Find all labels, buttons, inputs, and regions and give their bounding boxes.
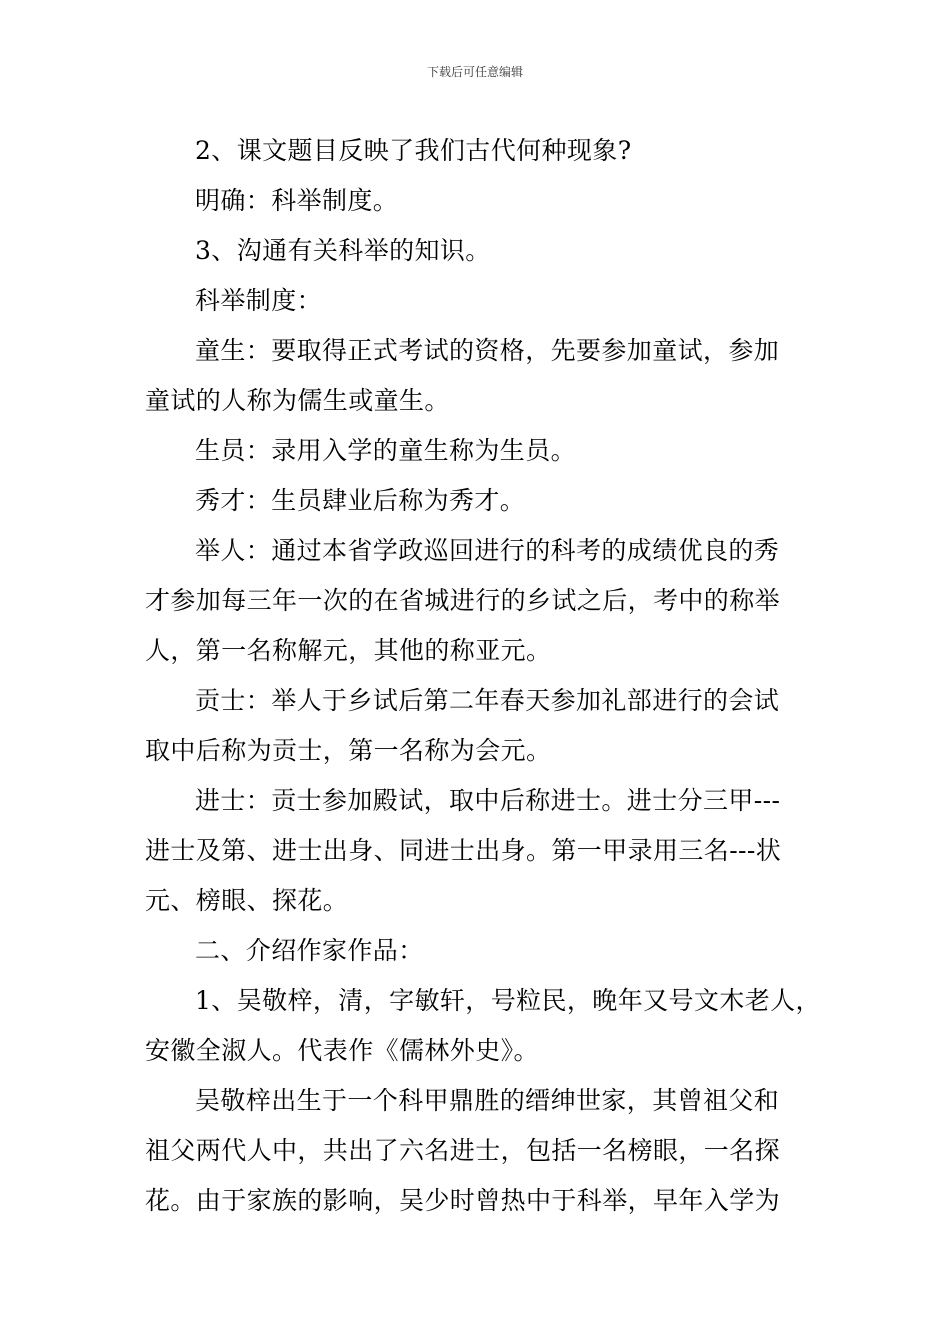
text-line: 才参加每三年一次的在省城进行的乡试之后，考中的称举 [145,586,781,615]
text-line: 3、沟通有关科举的知识。 [195,236,491,265]
text-line: 1、吴敬梓，清，字敏轩，号粒民，晚年又号文木老人， [195,986,821,1015]
text-line: 元、榜眼、探花。 [145,886,349,915]
text-line: 人，第一名称解元，其他的称亚元。 [145,636,552,665]
text-line: 童试的人称为儒生或童生。 [145,386,450,415]
page-header: 下载后可任意编辑 [426,65,523,79]
text-line: 科举制度： [195,286,323,315]
text-line: 祖父两代人中，共出了六名进士，包括一名榜眼，一名探 [145,1136,781,1165]
text-line: 花。由于家族的影响，吴少时曾热中于科举，早年入学为 [145,1186,781,1215]
text-line: 生员：录用入学的童生称为生员。 [195,436,577,465]
text-line: 取中后称为贡士，第一名称为会元。 [145,736,552,765]
text-line: 举人：通过本省学政巡回进行的科考的成绩优良的秀 [195,536,780,565]
text-line: 秀才：生员肆业后称为秀才。 [195,486,526,515]
text-line: 安徽全淑人。代表作《儒林外史》。 [145,1036,539,1065]
text-line: 2、课文题目反映了我们古代何种现象? [195,136,632,165]
text-line: 明确：科举制度。 [195,186,399,215]
document-body [145,126,821,1226]
text-line: 贡士：举人于乡试后第二年春天参加礼部进行的会试 [195,686,780,715]
text-line: 吴敬梓出生于一个科甲鼎胜的缙绅世家，其曾祖父和 [195,1086,780,1115]
text-line: 童生：要取得正式考试的资格，先要参加童试，参加 [195,336,780,365]
text-line: 二、介绍作家作品： [195,936,424,965]
text-line: 进士：贡士参加殿试，取中后称进士。进士分三甲--- [195,786,781,815]
text-line: 进士及第、进士出身、同进士出身。第一甲录用三名---状 [145,836,782,865]
